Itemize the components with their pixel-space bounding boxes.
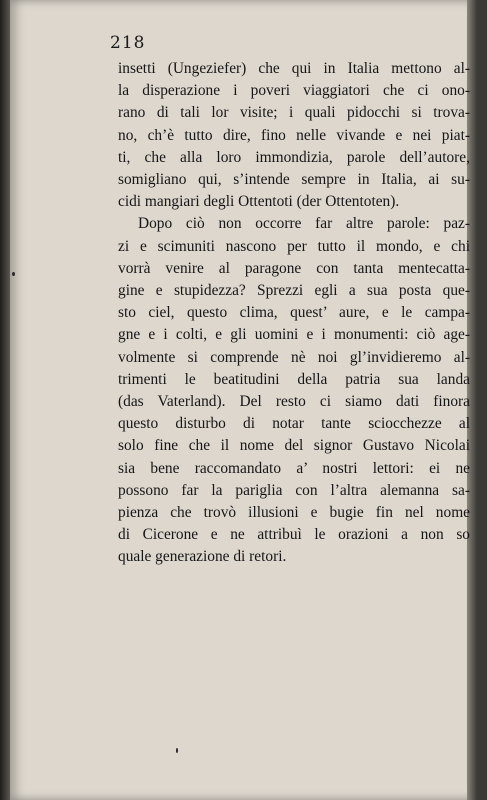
text-line: trimenti le beatitudini della patria sua landa [118, 370, 470, 388]
text-line: sia bene raccomandato a’ nostri lettori: ei ne [118, 459, 470, 477]
page-number: 218 [110, 33, 146, 53]
text-line: possono far la pariglia con l’altra alemanna sa- [118, 481, 470, 499]
text-line: gine e stupidezza? Sprezzi egli a sua posta que- [118, 282, 470, 300]
paragraph [118, 213, 470, 568]
text-line: questo disturbo di notar tante sciocchezze al [118, 415, 470, 433]
body-text [118, 58, 470, 569]
text-line: sto ciel, questo clima, quest’ aure, e le campa- [118, 304, 470, 322]
paragraph [118, 58, 470, 213]
paper-blemish [12, 272, 15, 276]
text-line: zi e scimuniti nascono per tutto il mondo, e chi [118, 237, 470, 255]
text-line: ti, che alla loro immondizia, parole dell’autore, [118, 148, 470, 166]
text-line: cidi mangiari degli Ottentoti (der Ottentoten). [118, 193, 400, 211]
text-line: insetti (Ungeziefer) che qui in Italia mettono al- [118, 60, 470, 77]
paper-blemish [176, 748, 178, 753]
text-line: solo fine che il nome del signor Gustavo Nicolai [118, 437, 470, 455]
text-line: rano di tali lor visite; i quali pidocchi si trova- [118, 104, 470, 122]
text-line: pienza che trovò illusioni e bugie fin nel nome [118, 504, 470, 522]
text-line: Dopo ciò non occorre far altre parole: paz- [138, 215, 470, 233]
text-line: (das Vaterland). Del resto ci siamo dati finora [118, 393, 470, 411]
text-line: gne e i colti, e gli uomini e i monumenti: ciò age- [118, 326, 470, 344]
text-line: somigliano qui, s’intende sempre in Italia, ai su- [118, 171, 470, 189]
text-line: di Cicerone e ne attribuì le orazioni a non so [118, 526, 470, 544]
text-line: quale generazione di retori. [118, 548, 287, 566]
text-line: no, ch’è tutto dire, fino nelle vivande e nei piat- [118, 126, 470, 144]
book-page [10, 0, 477, 800]
text-line: volmente si comprende nè noi gl’invidieremo al- [118, 348, 470, 366]
text-line: vorrà venire al paragone con tanta mentecatta- [118, 259, 470, 277]
book-gutter [0, 0, 10, 800]
text-line: la disperazione i poveri viaggiatori che ci ono- [118, 82, 470, 100]
